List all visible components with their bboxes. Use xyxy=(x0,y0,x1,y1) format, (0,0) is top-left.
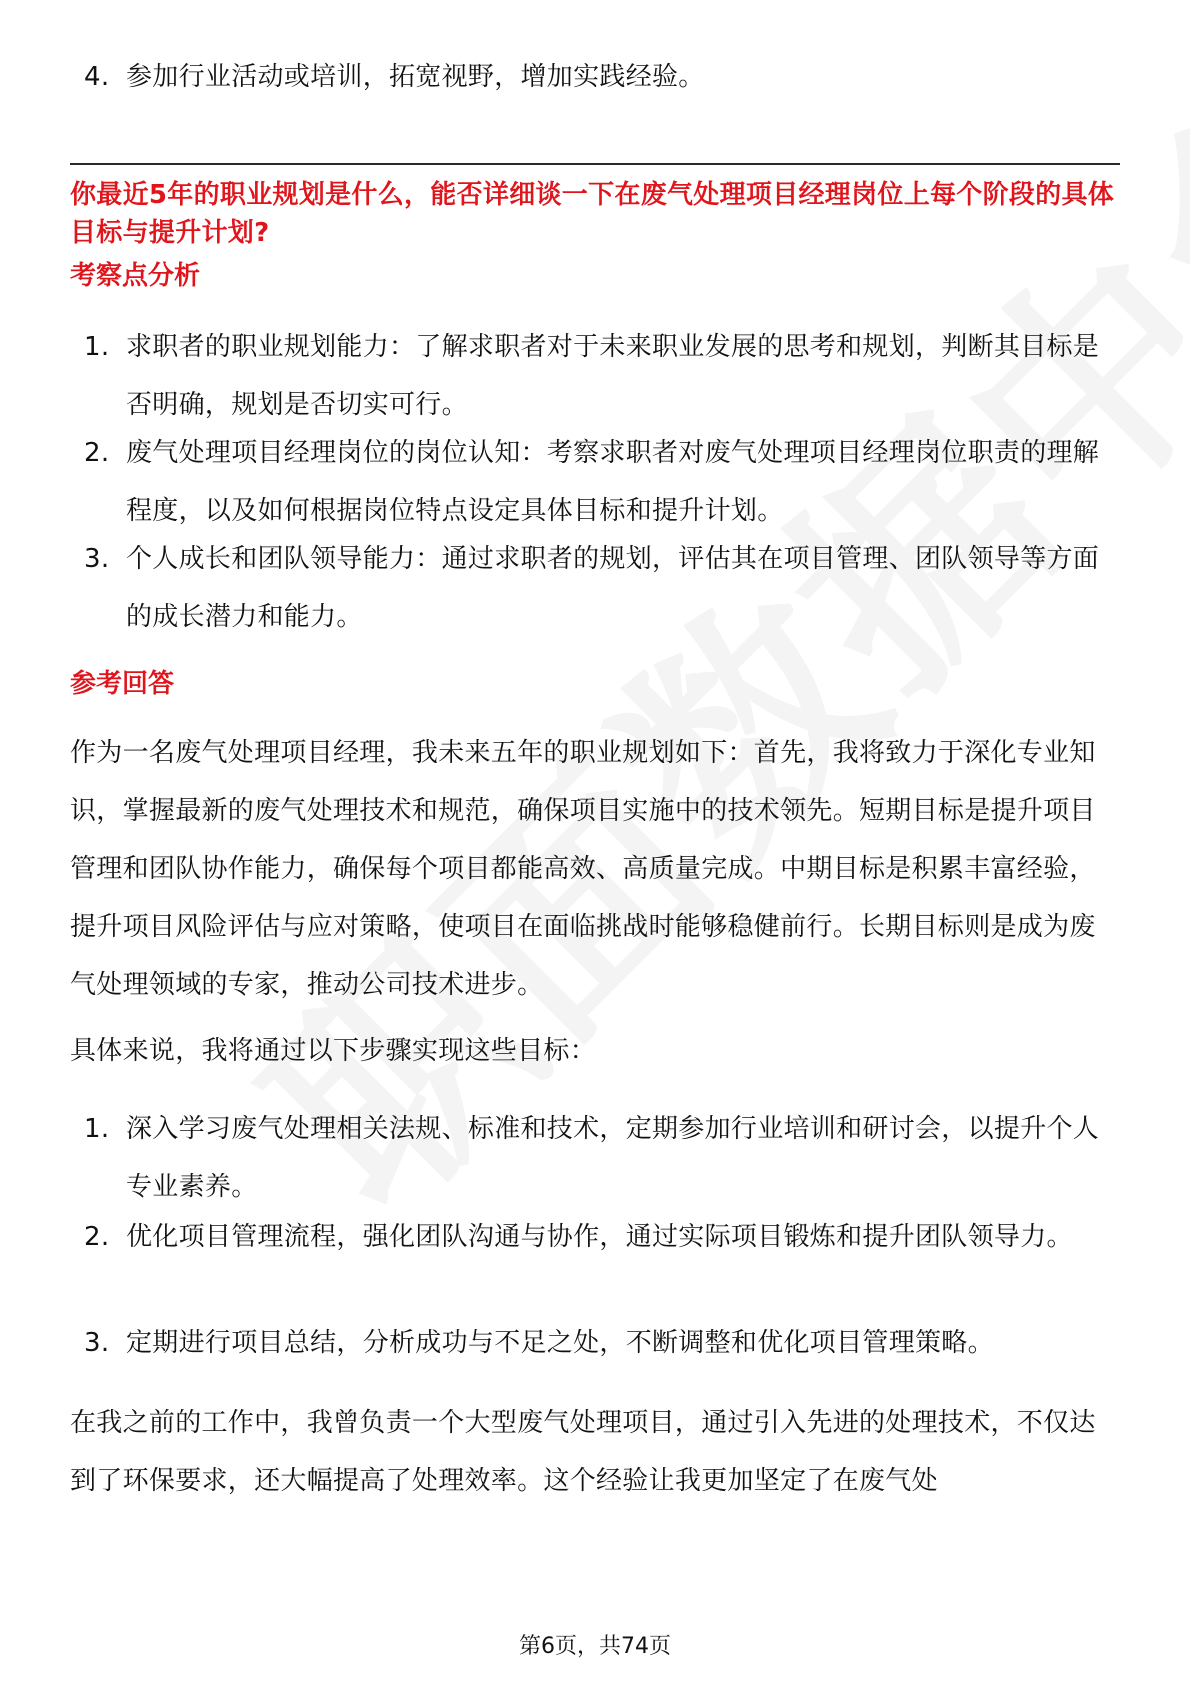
answer-heading: 参考回答 xyxy=(70,669,175,699)
analysis-heading: 考察点分析 xyxy=(70,261,201,291)
answer-paragraph-1: 作为一名废气处理项目经理，我未来五年的职业规划如下：首先，我将致力于深化专业知识，掌握最新的废气处理技术和规范，确保项目实施中的技术领先。短期目标是提升项目管理和团队协作能力，确保每个项目都能高效、高质量完成。中期目标是积累丰富经验，提升项目风险评估与应对策略，使项目在面临挑战时能够稳健前行。长期目标则是成为废气处理领域的专家，推动公司技术进步。 xyxy=(70,738,1096,1000)
list-item-text: 个人成长和团队领导能力：通过求职者的规划，评估其在项目管理、团队领导等方面的成长潜力和能力。 xyxy=(126,544,1100,632)
list-item-number: 3. xyxy=(84,544,110,574)
list-item-number: 3. xyxy=(84,1328,110,1358)
list-item xyxy=(84,48,1114,106)
step-item-2 xyxy=(84,1208,1114,1266)
list-item-number: 1. xyxy=(84,332,110,362)
list-item-text: 废气处理项目经理岗位的岗位认知：考察求职者对废气处理项目经理岗位职责的理解程度，以及如何根据岗位特点设定具体目标和提升计划。 xyxy=(126,438,1100,526)
list-item-number: 1. xyxy=(84,1114,110,1144)
analysis-item-3 xyxy=(84,530,1114,646)
analysis-item-2 xyxy=(84,424,1114,540)
answer-paragraph-2: 具体来说，我将通过以下步骤实现这些目标： xyxy=(70,1036,597,1066)
list-item-number: 2. xyxy=(84,1222,110,1252)
answer-paragraph-3: 在我之前的工作中，我曾负责一个大型废气处理项目，通过引入先进的处理技术，不仅达到了环保要求，还大幅提高了处理效率。这个经验让我更加坚定了在废气处 xyxy=(70,1408,1096,1496)
list-item-text: 参加行业活动或培训，拓宽视野，增加实践经验。 xyxy=(126,62,705,92)
list-item-text: 深入学习废气处理相关法规、标准和技术，定期参加行业培训和研讨会，以提升个人专业素养。 xyxy=(126,1114,1100,1202)
list-item-text: 优化项目管理流程，强化团队沟通与协作，通过实际项目锻炼和提升团队领导力。 xyxy=(126,1222,1073,1252)
analysis-item-1 xyxy=(84,318,1114,434)
step-item-1 xyxy=(84,1100,1114,1216)
question-heading: 你最近5年的职业规划是什么，能否详细谈一下在废气处理项目经理岗位上每个阶段的具体目标与提升计划? xyxy=(70,180,1115,248)
page-number: 第6页，共74页 xyxy=(519,1634,671,1659)
list-item-number: 4. xyxy=(84,62,110,92)
list-item-text: 求职者的职业规划能力：了解求职者对于未来职业发展的思考和规划，判断其目标是否明确，规划是否切实可行。 xyxy=(126,332,1100,420)
step-item-3 xyxy=(84,1314,1114,1372)
list-item-number: 2. xyxy=(84,438,110,468)
section-divider xyxy=(70,163,1120,165)
list-item-text: 定期进行项目总结，分析成功与不足之处，不断调整和优化项目管理策略。 xyxy=(126,1328,994,1358)
